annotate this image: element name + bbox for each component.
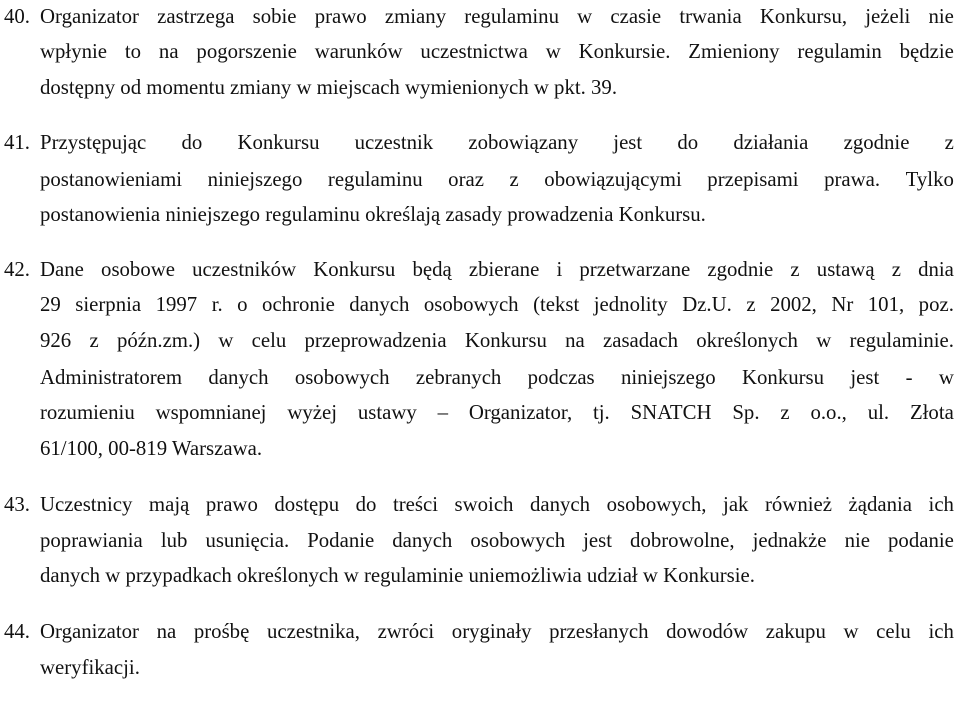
word: działania	[733, 131, 809, 154]
word: r.	[211, 293, 223, 316]
word: dowodów	[666, 620, 749, 643]
word: przetwarzane	[579, 258, 691, 281]
word: dostępu	[274, 493, 340, 516]
word: to	[124, 40, 142, 63]
word: Konkursu	[742, 366, 825, 389]
word: podanie	[888, 529, 954, 552]
word: Podanie	[307, 529, 375, 552]
word: na	[158, 40, 179, 63]
word: Sp.	[732, 401, 760, 424]
word: zwróci	[377, 620, 435, 643]
paragraph-line	[40, 395, 954, 431]
word: nie	[928, 5, 954, 28]
word: zakupu	[765, 620, 826, 643]
paragraph-line	[40, 360, 954, 396]
word: uczestnika,	[266, 620, 360, 643]
paragraph-number: 41.	[4, 131, 30, 154]
word: o.o.,	[810, 401, 847, 424]
word: danych	[349, 293, 410, 316]
word: SNATCH	[630, 401, 712, 424]
word: jednolity	[593, 293, 668, 316]
word: zebranych	[415, 366, 502, 389]
paragraph-line: weryfikacji.	[40, 656, 140, 679]
word: o	[237, 293, 248, 316]
paragraph-line	[40, 125, 954, 161]
paragraph-line	[40, 287, 954, 323]
paragraph-line	[40, 487, 954, 523]
word: –	[437, 401, 448, 424]
word: w	[938, 366, 954, 389]
paragraph-number: 42.	[4, 258, 30, 281]
word: prawo	[205, 493, 258, 516]
word: jest	[583, 529, 613, 552]
word: późn.zm.)	[116, 329, 201, 352]
word: danych	[392, 529, 453, 552]
word: 1997	[155, 293, 198, 316]
word: usunięcia.	[205, 529, 290, 552]
word: Konkursu	[237, 131, 320, 154]
word: w	[843, 620, 859, 643]
word: z	[746, 293, 756, 316]
word: żądania	[848, 493, 913, 516]
word: danych	[529, 493, 591, 516]
word: ustawy	[357, 401, 417, 424]
word: sobie	[252, 5, 297, 28]
word: Przystępując	[40, 131, 147, 154]
word: osobowe	[101, 258, 175, 281]
word: zasadach	[602, 329, 679, 352]
word: z	[891, 258, 901, 281]
word: regulamin	[797, 40, 882, 63]
paragraph-line	[40, 523, 954, 559]
word: tj.	[593, 401, 610, 424]
word: wpłynie	[40, 40, 108, 63]
word: dnia	[918, 258, 954, 281]
paragraph-line	[40, 34, 954, 70]
paragraph-line: dostępny od momentu zmiany w miejscach wymienionych w pkt. 39.	[40, 76, 618, 99]
word: pogorszenie	[196, 40, 297, 63]
word: warunków	[314, 40, 403, 63]
word: nie	[844, 529, 870, 552]
word: do	[355, 493, 377, 516]
word: -	[905, 366, 913, 389]
word: mają	[148, 493, 190, 516]
word: podczas	[527, 366, 595, 389]
word: celu	[876, 620, 911, 643]
word: celu	[251, 329, 287, 352]
word: również	[765, 493, 832, 516]
word: z	[780, 401, 790, 424]
word: 926	[40, 329, 72, 352]
word: zastrzega	[157, 5, 235, 28]
word: regulaminu	[464, 5, 559, 28]
word: do	[181, 131, 203, 154]
word: w	[545, 40, 561, 63]
word: Złota	[909, 401, 954, 424]
word: będzie	[899, 40, 954, 63]
word: jest	[850, 366, 880, 389]
word: jest	[613, 131, 643, 154]
paragraph-number: 40.	[4, 5, 30, 28]
word: poz.	[918, 293, 954, 316]
word: niniejszego	[207, 168, 303, 191]
paragraph-line	[40, 162, 954, 198]
word: ustawą	[816, 258, 875, 281]
paragraph-line	[40, 0, 954, 35]
word: jednakże	[752, 529, 827, 552]
word: ich	[928, 620, 954, 643]
word: regulaminu	[327, 168, 423, 191]
word: lub	[160, 529, 188, 552]
word: czasie	[610, 5, 662, 28]
word: Organizator	[40, 5, 139, 28]
word: Zmieniony	[688, 40, 780, 63]
word: Uczestnicy	[40, 493, 133, 516]
word: w	[577, 5, 593, 28]
word: prawo	[314, 5, 367, 28]
word: sierpnia	[75, 293, 142, 316]
word: ul.	[867, 401, 890, 424]
paragraph-line: postanowienia niniejszego regulaminu określają zasady prowadzenia Konkursu.	[40, 203, 706, 226]
word: Administratorem	[40, 366, 183, 389]
word: w	[816, 329, 832, 352]
word: na	[565, 329, 585, 352]
word: określonych	[696, 329, 798, 352]
word: z	[509, 168, 519, 191]
paragraph-line	[40, 252, 954, 288]
word: Tylko	[905, 168, 954, 191]
word: Konkursu	[464, 329, 547, 352]
paragraph-line	[40, 614, 954, 650]
word: zgodnie	[843, 131, 910, 154]
word: dobrowolne,	[630, 529, 735, 552]
word: (tekst	[533, 293, 580, 316]
word: Konkursu	[313, 258, 396, 281]
word: prośbę	[193, 620, 250, 643]
word: Konkursie.	[578, 40, 671, 63]
word: Organizator,	[468, 401, 573, 424]
word: uczestnictwa	[420, 40, 528, 63]
word: wyżej	[287, 401, 337, 424]
word: ich	[928, 493, 954, 516]
word: Dz.U.	[682, 293, 732, 316]
word: trwania	[679, 5, 742, 28]
word: i	[556, 258, 563, 281]
word: przepisami	[707, 168, 799, 191]
word: niniejszego	[620, 366, 716, 389]
word: do	[677, 131, 699, 154]
paragraph-number: 44.	[4, 620, 30, 643]
word: Dane	[40, 258, 84, 281]
word: 101,	[867, 293, 905, 316]
word: rozumieniu	[40, 401, 135, 424]
word: Nr	[831, 293, 854, 316]
word: przesłanych	[549, 620, 649, 643]
word: Organizator	[40, 620, 139, 643]
word: osobowych	[470, 529, 566, 552]
paragraph-line: 61/100, 00-819 Warszawa.	[40, 437, 263, 460]
word: zbierane	[468, 258, 540, 281]
paragraph-line	[40, 323, 954, 359]
word: osobowych	[423, 293, 519, 316]
word: 2002,	[770, 293, 817, 316]
word: zmiany	[384, 5, 447, 28]
word: prawa.	[824, 168, 881, 191]
paragraph-line: danych w przypadkach określonych w regulaminie uniemożliwia udział w Konkursie.	[40, 564, 755, 587]
word: będą	[412, 258, 452, 281]
word: zgodnie	[707, 258, 774, 281]
word: postanowieniami	[40, 168, 183, 191]
word: z	[944, 131, 954, 154]
word: oryginały	[451, 620, 532, 643]
word: poprawiania	[40, 529, 143, 552]
word: obowiązującymi	[544, 168, 682, 191]
word: swoich	[454, 493, 514, 516]
word: zobowiązany	[468, 131, 579, 154]
word: regulaminie.	[849, 329, 954, 352]
word: przeprowadzenia	[304, 329, 447, 352]
word: z	[89, 329, 99, 352]
word: uczestnik	[354, 131, 434, 154]
word: oraz	[448, 168, 484, 191]
word: ochronie	[262, 293, 335, 316]
word: danych	[208, 366, 269, 389]
word: osobowych,	[606, 493, 707, 516]
word: 29	[40, 293, 61, 316]
word: na	[156, 620, 177, 643]
word: uczestników	[192, 258, 297, 281]
word: Konkursu,	[759, 5, 848, 28]
paragraph-number: 43.	[4, 493, 30, 516]
word: osobowych	[294, 366, 390, 389]
word: z	[790, 258, 800, 281]
word: w	[218, 329, 234, 352]
word: wspomnianej	[155, 401, 267, 424]
word: jak	[723, 493, 749, 516]
word: treści	[392, 493, 438, 516]
word: jeżeli	[865, 5, 911, 28]
